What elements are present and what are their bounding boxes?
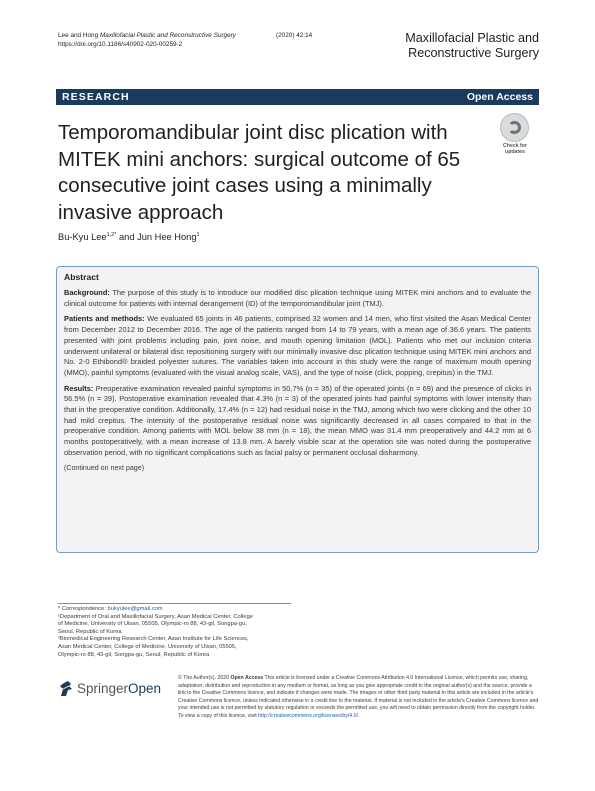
- journal-name-line1: Maxillofacial Plastic and: [405, 31, 539, 45]
- abstract-section-text: The purpose of this study is to introduce our modified disc plication technique using MITEK mini anchors and to evaluate the clinical outcome for patients with internal derangement (ID) of the temporomandibular joint (TMJ).: [64, 288, 531, 308]
- abstract-section-key: Results:: [64, 383, 94, 393]
- abstract-section: [64, 288, 531, 309]
- copyright: © The Author(s). 2020: [178, 675, 231, 681]
- correspondence-label: * Correspondence:: [58, 606, 108, 612]
- abstract-section-text: We evaluated 65 joints in 46 patients, comprised 32 women and 14 men, who first visited the Asan Medical Center from December 2012 to December 2016. The age of the patients ranged from 14 to 79 years, with a mean age of 36.6 years. The patients presented with joint problems including pain, joint noise, and mouth opening limitation (MOL). Patients who met our inclusion criteria underwent unilateral or bilateral disc repositioning surgery with our minimally invasive disc plication technique using MITEK mini anchors and No. 2-0 Ethibond® braided polyester sutures. The variables taken into account in this study were the range of maximum mouth opening (MMO), painful symptoms (evaluated with the visual analog scale, VAS), and the type of noise (click, popping, crepitus) in the TMJ.: [64, 314, 531, 377]
- affiliation-line: Asan Medical Center, College of Medicine, University of Ulsan, 05505,: [58, 643, 237, 650]
- header-authors: Lee and Hong: [58, 32, 99, 39]
- badge-line2: updates: [505, 149, 525, 155]
- affiliation-line: of Medicine, University of Ulsan, 05505, Olympic-ro 88, 43-gil, Songpa-gu,: [58, 621, 247, 628]
- journal-name-line2: Reconstructive Surgery: [408, 46, 539, 60]
- journal-name: [405, 31, 539, 61]
- author-affiliation-sup: 1,2*: [106, 232, 117, 238]
- affiliation-line: ²Biomedical Engineering Research Center, Asan Institute for Life Sciences,: [58, 636, 249, 643]
- springer-horse-icon: [58, 680, 74, 698]
- license-link[interactable]: http://creativecommons.org/licenses/by/4.0/: [258, 712, 358, 719]
- article-title: Temporomandibular joint disc plication with MITEK mini anchors: surgical outcome of 65 consecutive joint cases using a minimally invasive approach: [58, 121, 461, 224]
- author-affiliation-sup: 1: [196, 232, 200, 238]
- abstract-section-key: Patients and methods:: [64, 314, 145, 324]
- correspondence-email-link[interactable]: bukyulee@gmail.com: [107, 606, 163, 612]
- author-list: [58, 232, 200, 242]
- doi-link[interactable]: https://doi.org/10.1186/s40902-020-00259-2: [58, 41, 183, 48]
- abstract-section: [64, 384, 531, 459]
- abstract-heading: Abstract: [64, 272, 99, 282]
- abstract-section: [64, 314, 531, 378]
- publisher-open: Open: [128, 681, 162, 696]
- footnote-divider: [58, 603, 291, 604]
- license-end: .: [357, 712, 360, 719]
- article-type-banner: [56, 89, 539, 105]
- open-access-label: Open Access: [466, 91, 533, 103]
- abstract-box: [56, 266, 539, 553]
- author-name[interactable]: Bu-Kyu Lee: [58, 232, 107, 243]
- running-header: [58, 31, 312, 49]
- check-for-updates-icon[interactable]: [494, 113, 536, 155]
- author-separator: and: [116, 232, 138, 243]
- article-type-label: RESEARCH: [62, 91, 130, 103]
- continued-note: (Continued on next page): [64, 463, 145, 472]
- header-volume: (2020) 42:14: [275, 32, 313, 39]
- check-for-updates-circle: [500, 113, 529, 142]
- license-body: This article is licensed under a Creative Commons Attribution 4.0 International License, which permits use, sharing, adaptation, distribution and reproduction in any medium or format, as long as you give appropriate credit to the original author(s) and the source, provide a link to the Creative Commons licence, and indicate if changes were made. The images or other third party material in this article are included in the article's Creative Commons licence, unless indicated otherwise in a credit line to the material. If material is not included in the article's Creative Commons licence and your intended use is not permitted by statutory regulation or exceeds the permitted use, you will need to obtain permission directly from the copyright holder. To view a copy of this licence, visit: [178, 675, 539, 719]
- affiliation-line: Olympic-ro 88, 43-gil, Songpa-gu, Seoul, Republic of Korea: [58, 651, 210, 658]
- affiliation-line: Seoul, Republic of Korea: [58, 628, 122, 635]
- badge-line1: Check for: [503, 143, 527, 149]
- author-name[interactable]: Jun Hee Hong: [137, 232, 197, 243]
- correspondence-footnote: [58, 606, 294, 659]
- abstract-section-key: Background:: [64, 288, 110, 297]
- license-open-access: Open Access: [230, 675, 264, 681]
- abstract-section-text: Preoperative examination revealed painful symptoms in 50.7% (n = 35) of the operated joints (n = 69) and the presence of clicks in 56.5% (n = 39). Postoperative examination revealed that 4.3% (n = 3) of the operated joints had painful symptoms with lower intensity than that in the preoperative condition. Additionally, 17.4% (n = 12) had residual noise in the TMJ, among which two were clicking and the other 10 had mild crepitus. The intensity of the postoperative residual noise was significantly decreased in all cases compared to that in the preoperative condition. Among patients with MOL below 38 mm (n = 18), the mean MMO was 31.4 mm preoperatively and 44.2 mm at 6 months postoperatively, with a mean increase of 13.8 mm. A barely visible scar at the operation site was noted during the postoperative observation period, with no significant complications such as facial palsy or permanent occlusal disharmony.: [64, 383, 531, 457]
- affiliation-line: ¹Department of Oral and Maxillofacial Surgery, Asan Medical Center, College: [58, 613, 253, 620]
- publisher-name: Springer: [77, 681, 129, 696]
- check-for-updates-text: [494, 143, 536, 155]
- header-journal: Maxillofacial Plastic and Reconstructive Surgery: [99, 32, 236, 39]
- license-text: [178, 675, 540, 721]
- publisher-wordmark: [77, 681, 161, 696]
